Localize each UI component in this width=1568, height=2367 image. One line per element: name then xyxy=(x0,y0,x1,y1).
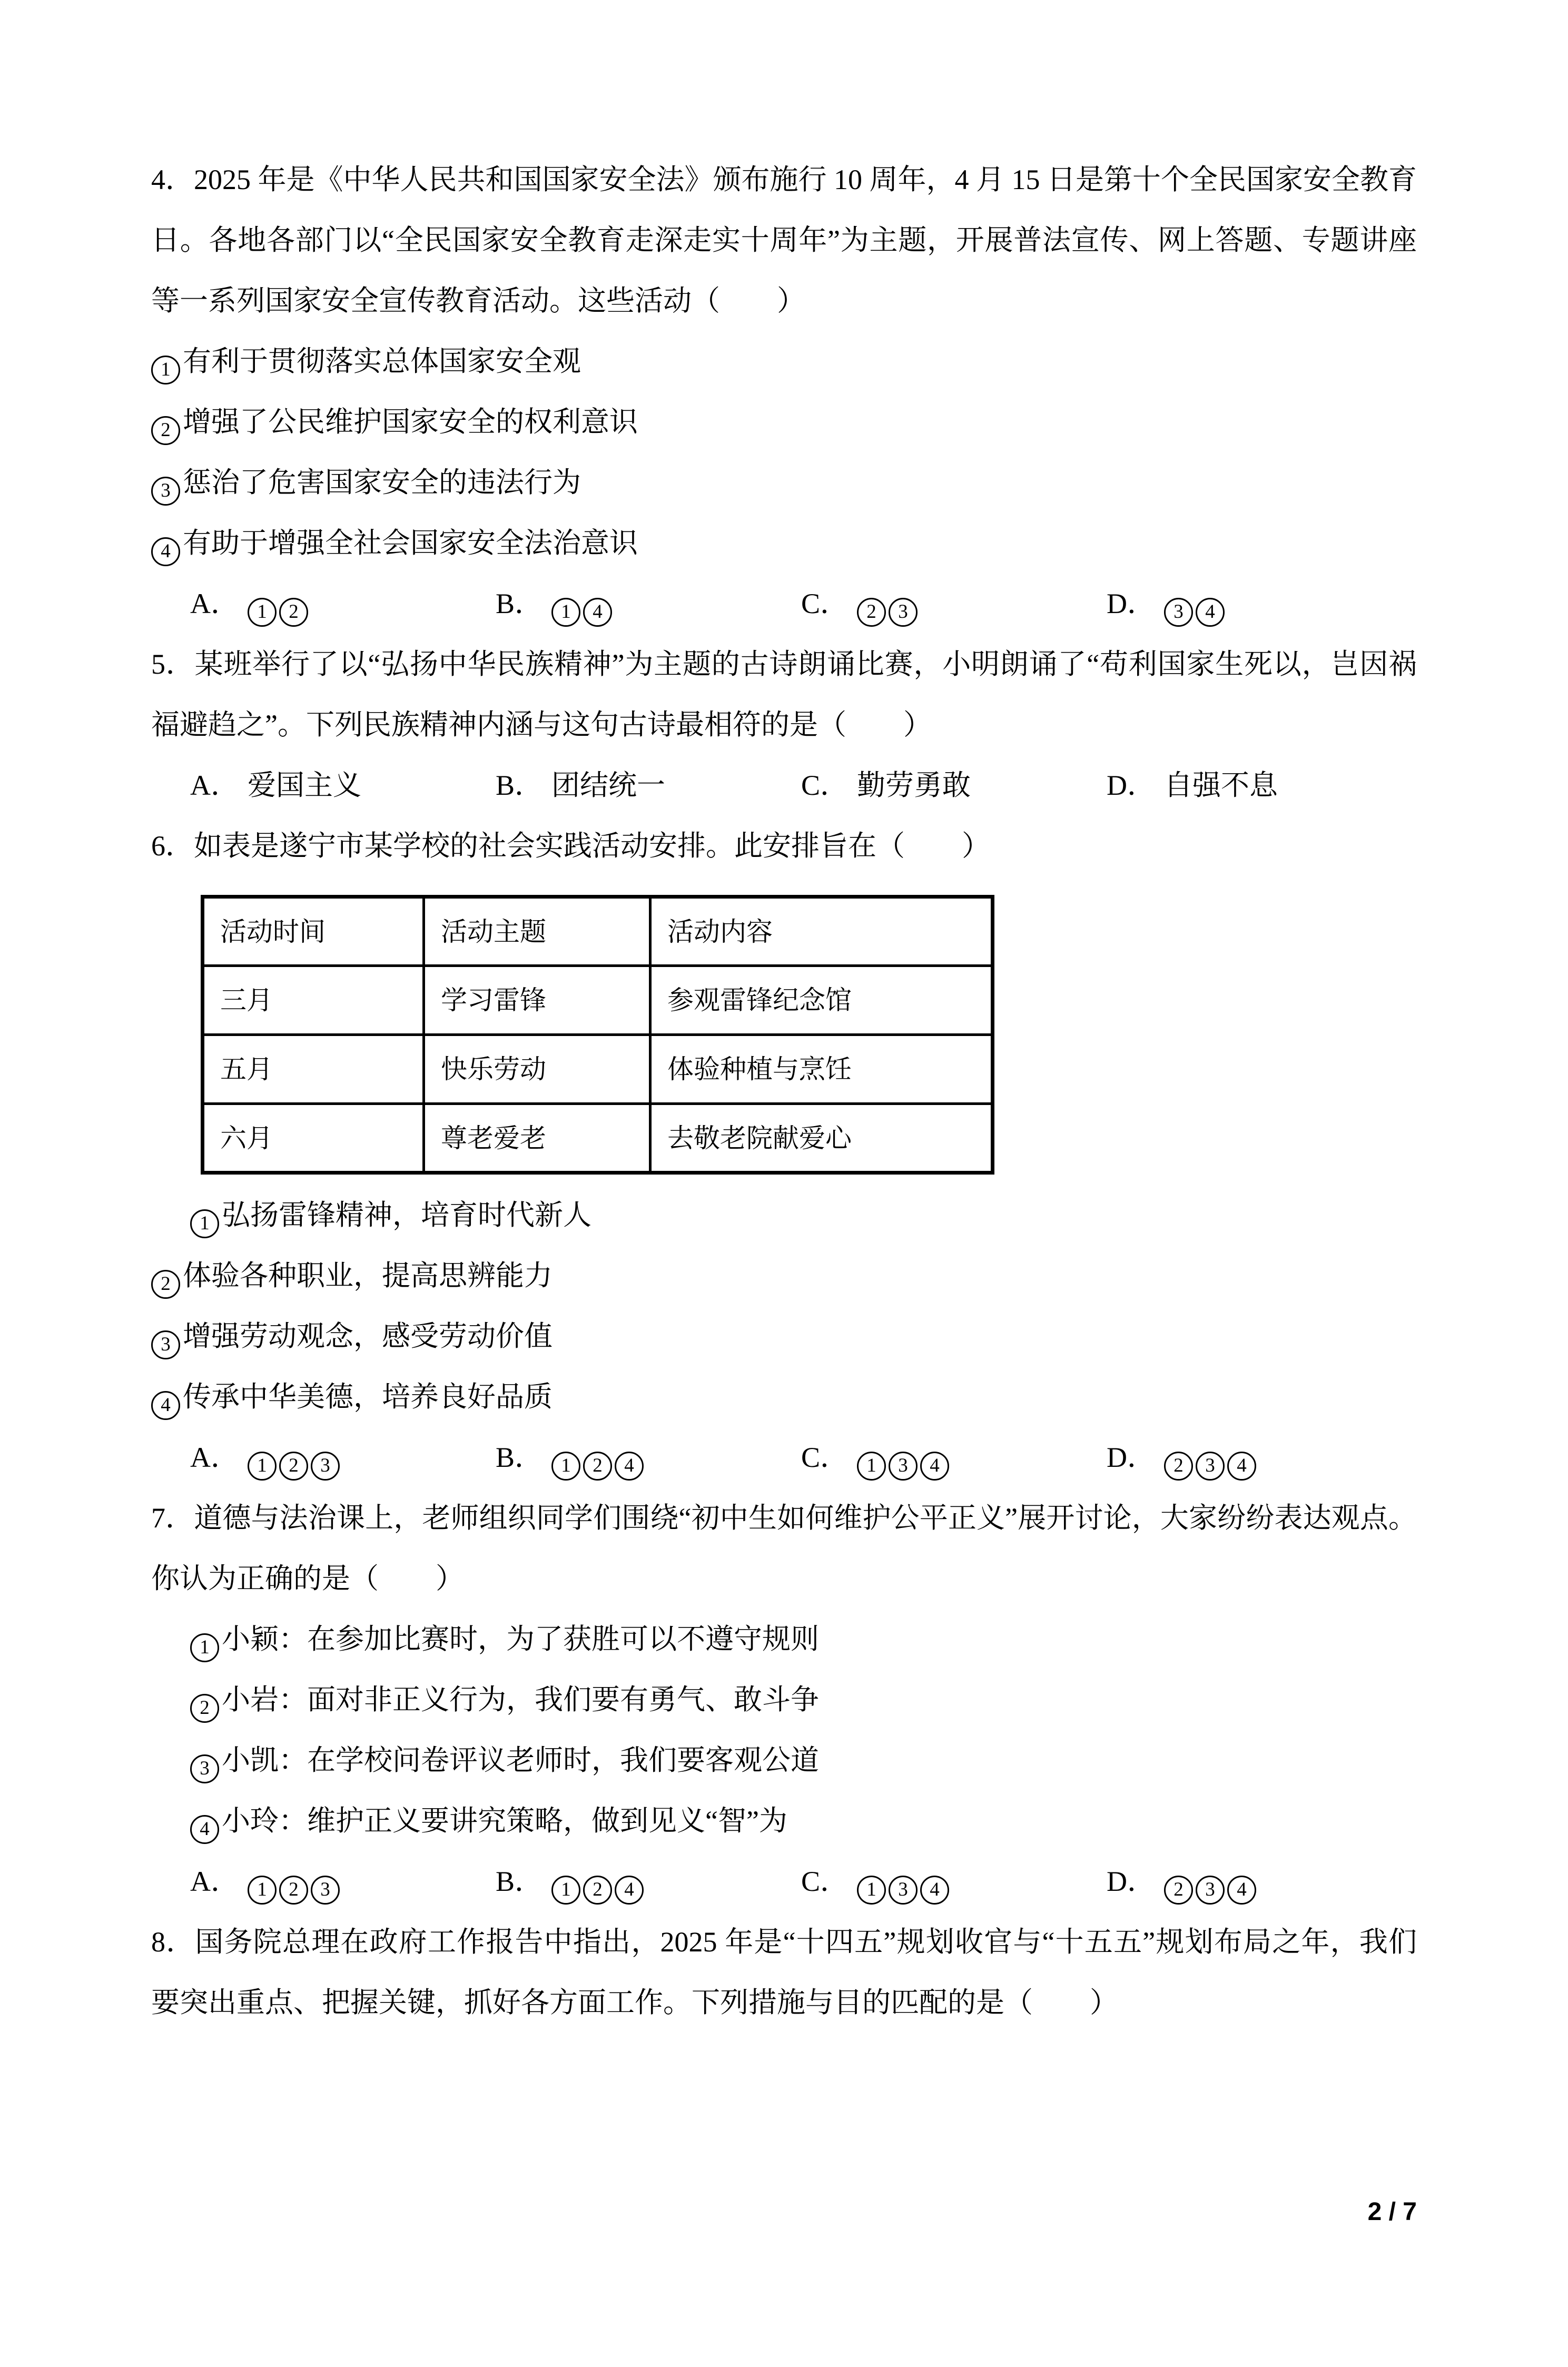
table-cell: 快乐劳动 xyxy=(424,1035,650,1104)
circled-number-icon: 2 xyxy=(151,416,180,445)
circled-number-icon: 4 xyxy=(615,1876,644,1905)
option-label: D． xyxy=(1107,588,1156,619)
statement-text: 小凯：在学校问卷评议老师时，我们要客观公道 xyxy=(222,1744,819,1776)
question-stem: 6．如表是遂宁市某学校的社会实践活动安排。此安排旨在（ ） xyxy=(151,830,990,862)
option-text: 自强不息 xyxy=(1164,770,1278,801)
circled-number-icon: 1 xyxy=(551,1876,580,1905)
answer-option xyxy=(801,1427,1107,1488)
table-cell: 参观雷锋纪念馆 xyxy=(650,966,993,1035)
page-number: 2 / 7 xyxy=(1367,2198,1417,2226)
circled-number-icon: 3 xyxy=(889,1876,918,1905)
option-text: 爱国主义 xyxy=(248,770,361,801)
circled-number-icon: 1 xyxy=(857,1876,886,1905)
option-label: D． xyxy=(1107,1866,1156,1897)
circled-number-icon: 2 xyxy=(279,1876,308,1905)
circled-number-icon: 3 xyxy=(190,1754,219,1783)
circled-number-icon: 2 xyxy=(1164,1452,1193,1481)
table-cell: 去敬老院献爱心 xyxy=(650,1104,993,1173)
circled-number-icon: 2 xyxy=(857,598,886,627)
answer-option xyxy=(496,574,801,634)
question-block xyxy=(151,634,1417,816)
table-cell: 五月 xyxy=(203,1035,424,1104)
statement-item xyxy=(151,1185,1417,1246)
option-label: A． xyxy=(190,1866,239,1897)
answer-options-row xyxy=(151,1851,1417,1912)
circled-number-icon: 4 xyxy=(920,1452,949,1481)
circled-number-icon: 2 xyxy=(279,1452,308,1481)
answer-options-row xyxy=(151,1427,1417,1488)
circled-number-icon: 2 xyxy=(279,598,308,627)
table-row xyxy=(203,1035,993,1104)
answer-option xyxy=(496,755,801,816)
question-block xyxy=(151,1912,1417,2033)
statement-item xyxy=(151,1730,1417,1791)
statement-item xyxy=(151,1306,1417,1367)
option-text: 勤劳勇敢 xyxy=(857,770,971,801)
table-header-cell: 活动主题 xyxy=(424,897,650,966)
circled-number-icon: 3 xyxy=(151,477,180,506)
circled-number-icon: 3 xyxy=(1196,1452,1225,1481)
circled-number-icon: 2 xyxy=(583,1452,612,1481)
circled-number-icon: 3 xyxy=(889,1452,918,1481)
circled-number-icon: 3 xyxy=(311,1876,340,1905)
statement-item xyxy=(151,1791,1417,1851)
table-row xyxy=(203,897,993,966)
circled-number-icon: 4 xyxy=(1227,1876,1256,1905)
circled-number-icon: 4 xyxy=(1227,1452,1256,1481)
circled-number-icon: 1 xyxy=(190,1209,219,1238)
answer-option xyxy=(1107,574,1412,634)
circled-number-icon: 4 xyxy=(190,1815,219,1844)
statement-item xyxy=(151,331,1417,392)
table-cell: 学习雷锋 xyxy=(424,966,650,1035)
circled-number-icon: 4 xyxy=(583,598,612,627)
circled-number-icon: 2 xyxy=(1164,1876,1193,1905)
answer-option xyxy=(801,755,1107,816)
option-label: C． xyxy=(801,588,849,619)
statement-text: 弘扬雷锋精神，培育时代新人 xyxy=(222,1199,591,1231)
circled-number-icon: 1 xyxy=(248,1452,277,1481)
circled-number-icon: 1 xyxy=(248,1876,277,1905)
option-label: A． xyxy=(190,1442,239,1473)
statement-text: 惩治了危害国家安全的违法行为 xyxy=(183,467,581,498)
question-block xyxy=(151,1488,1417,1912)
answer-option xyxy=(496,1427,801,1488)
statement-text: 小岩：面对非正义行为，我们要有勇气、敢斗争 xyxy=(222,1684,819,1715)
circled-number-icon: 3 xyxy=(151,1330,180,1359)
questions-container xyxy=(151,150,1417,2033)
statement-item xyxy=(151,1609,1417,1670)
table-cell: 体验种植与烹饪 xyxy=(650,1035,993,1104)
option-label: D． xyxy=(1107,770,1156,801)
statement-text: 小颖：在参加比赛时，为了获胜可以不遵守规则 xyxy=(222,1623,819,1655)
question-block xyxy=(151,816,1417,1488)
statement-item xyxy=(151,1670,1417,1730)
answer-option xyxy=(496,1851,801,1912)
circled-number-icon: 2 xyxy=(151,1270,180,1299)
question-stem: 5．某班举行了以“弘扬中华民族精神”为主题的古诗朗诵比赛，小明朗诵了“苟利国家生死以，岂因祸福避趋之”。下列民族精神内涵与这句古诗最相符的是（ ） xyxy=(151,648,1417,741)
statement-text: 增强劳动观念，感受劳动价值 xyxy=(183,1320,553,1352)
circled-number-icon: 1 xyxy=(551,1452,580,1481)
document-page xyxy=(0,150,1568,2367)
answer-options-row xyxy=(151,574,1417,634)
circled-number-icon: 4 xyxy=(151,1391,180,1420)
table-cell: 三月 xyxy=(203,966,424,1035)
circled-number-icon: 3 xyxy=(889,598,918,627)
circled-number-icon: 3 xyxy=(1196,1876,1225,1905)
statement-item xyxy=(151,392,1417,452)
question-stem: 7．道德与法治课上，老师组织同学们围绕“初中生如何维护公平正义”展开讨论，大家纷纷表达观点。你认为正确的是（ ） xyxy=(151,1502,1417,1594)
statement-item xyxy=(151,513,1417,574)
answer-option xyxy=(1107,1427,1412,1488)
circled-number-icon: 2 xyxy=(190,1694,219,1723)
statement-text: 增强了公民维护国家安全的权利意识 xyxy=(183,406,638,438)
circled-number-icon: 1 xyxy=(551,598,580,627)
answer-option xyxy=(801,574,1107,634)
circled-number-icon: 3 xyxy=(1164,598,1193,627)
option-label: C． xyxy=(801,1442,849,1473)
table-cell: 尊老爱老 xyxy=(424,1104,650,1173)
table-header-cell: 活动时间 xyxy=(203,897,424,966)
option-label: B． xyxy=(496,1866,544,1897)
table-row xyxy=(203,1104,993,1173)
circled-number-icon: 4 xyxy=(615,1452,644,1481)
answer-option xyxy=(1107,1851,1412,1912)
statement-text: 有利于贯彻落实总体国家安全观 xyxy=(183,346,581,377)
circled-number-icon: 2 xyxy=(583,1876,612,1905)
statement-text: 传承中华美德，培养良好品质 xyxy=(183,1381,553,1413)
question-stem: 8．国务院总理在政府工作报告中指出，2025 年是“十四五”规划收官与“十五五”规划布局之年，我们要突出重点、把握关键，抓好各方面工作。下列措施与目的匹配的是（ ） xyxy=(151,1926,1417,2018)
answer-option xyxy=(801,1851,1107,1912)
question-block xyxy=(151,150,1417,634)
question-stem: 4．2025 年是《中华人民共和国国家安全法》颁布施行 10 周年，4 月 15 日是第十个全民国家安全教育日。各地各部门以“全民国家安全教育走深走实十周年”为主题，开展普法宣传、网上答题、专题讲座等一系列国家安全宣传教育活动。这些活动（ ） xyxy=(151,164,1417,317)
option-label: B． xyxy=(496,770,544,801)
statement-text: 小玲：维护正义要讲究策略，做到见义“智”为 xyxy=(222,1805,787,1837)
circled-number-icon: 1 xyxy=(248,598,277,627)
answer-option xyxy=(1107,755,1412,816)
statement-text: 有助于增强全社会国家安全法治意识 xyxy=(183,527,638,559)
answer-option xyxy=(190,1851,496,1912)
answer-option xyxy=(190,574,496,634)
circled-number-icon: 4 xyxy=(1196,598,1225,627)
option-text: 团结统一 xyxy=(551,770,666,801)
circled-number-icon: 4 xyxy=(920,1876,949,1905)
option-label: A． xyxy=(190,588,239,619)
option-label: B． xyxy=(496,1442,544,1473)
circled-number-icon: 4 xyxy=(151,537,180,566)
option-label: B． xyxy=(496,588,544,619)
circled-number-icon: 1 xyxy=(190,1633,219,1662)
option-label: D． xyxy=(1107,1442,1156,1473)
statement-text: 体验各种职业，提高思辨能力 xyxy=(183,1260,553,1291)
answer-option xyxy=(190,755,496,816)
statement-item xyxy=(151,452,1417,513)
option-label: C． xyxy=(801,770,849,801)
table-cell: 六月 xyxy=(203,1104,424,1173)
option-label: C． xyxy=(801,1866,849,1897)
statement-item xyxy=(151,1246,1417,1306)
activity-table xyxy=(201,895,994,1175)
option-label: A． xyxy=(190,770,239,801)
table-row xyxy=(203,966,993,1035)
circled-number-icon: 1 xyxy=(151,356,180,384)
answer-option xyxy=(190,1427,496,1488)
circled-number-icon: 1 xyxy=(857,1452,886,1481)
answer-options-row xyxy=(151,755,1417,816)
circled-number-icon: 3 xyxy=(311,1452,340,1481)
statement-item xyxy=(151,1367,1417,1427)
table-header-cell: 活动内容 xyxy=(650,897,993,966)
